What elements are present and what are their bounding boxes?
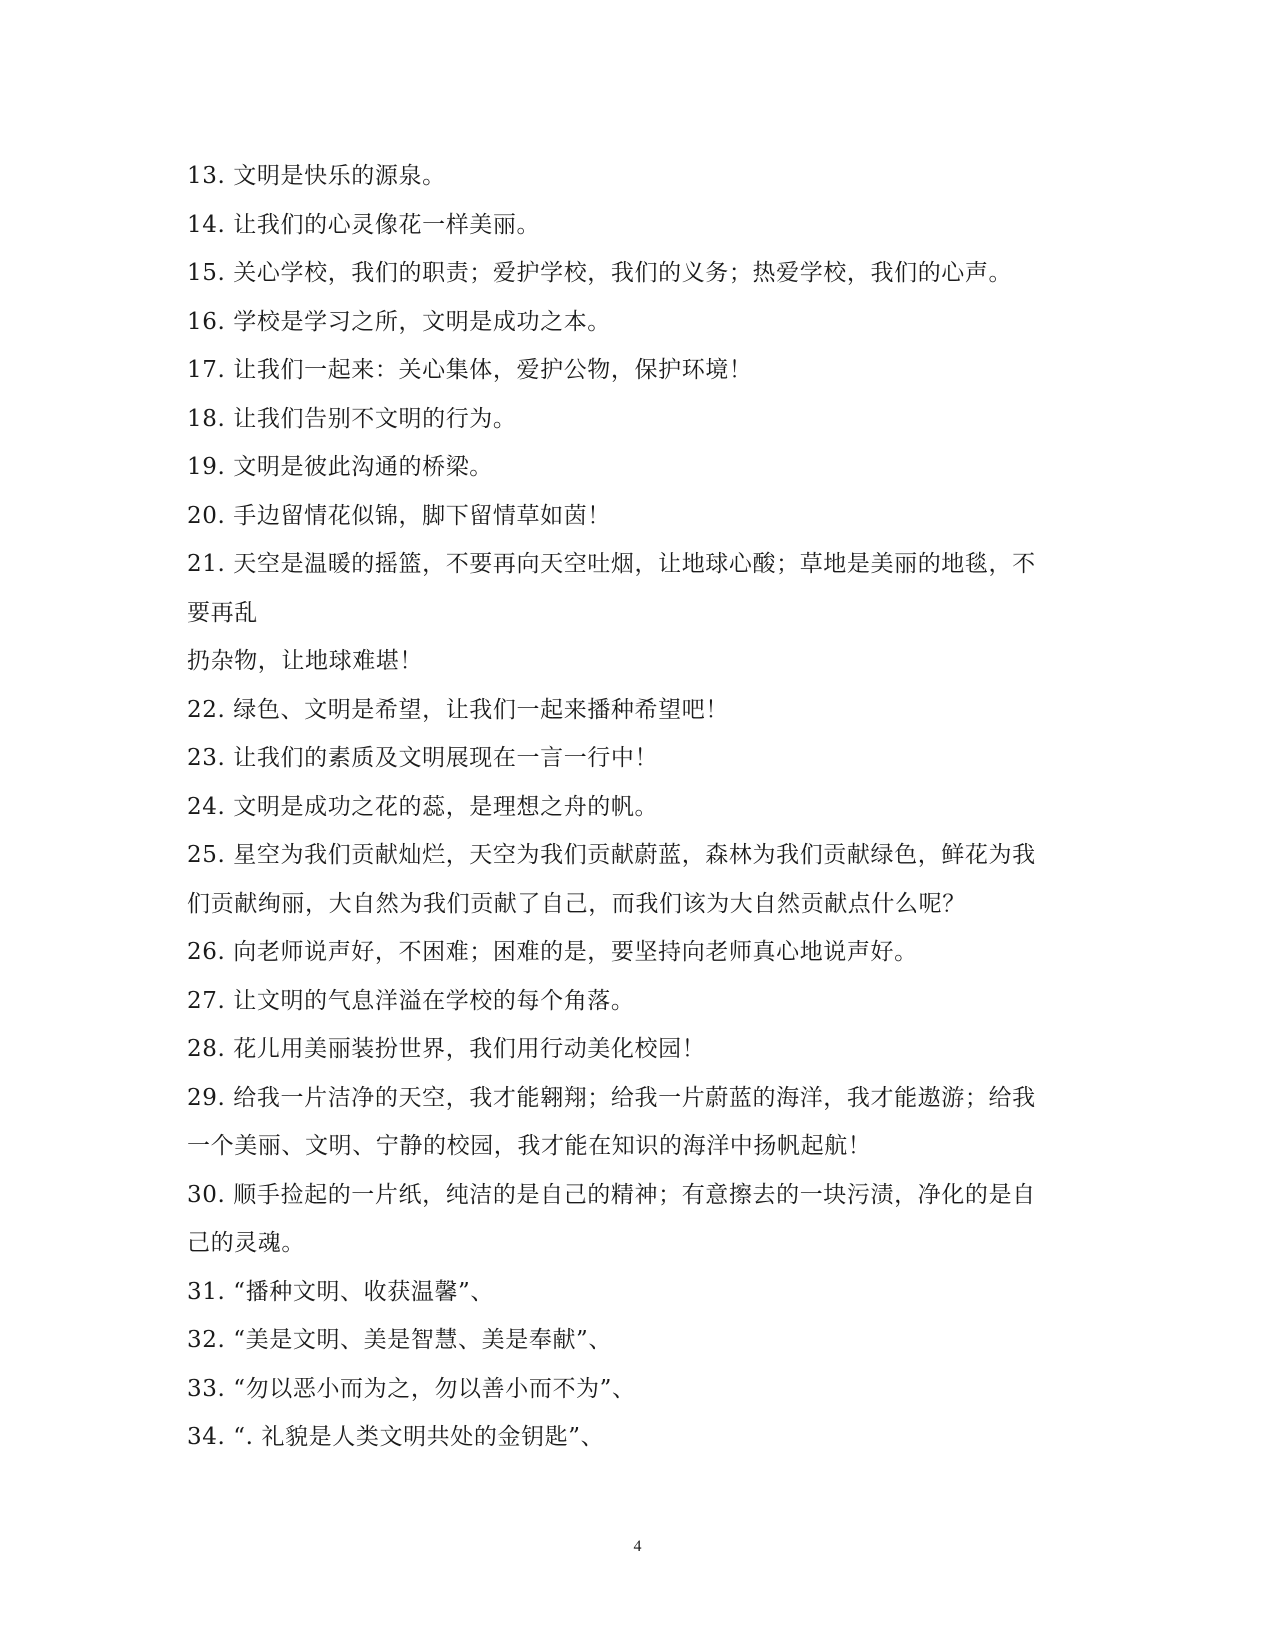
text-line: 23. 让我们的素质及文明展现在一言一行中！: [187, 745, 659, 771]
text-line: 32. “美是文明、美是智慧、美是奉献”、: [187, 1327, 613, 1353]
text-line: 一个美丽、文明、宁静的校园，我才能在知识的海洋中扬帆起航！: [187, 1133, 872, 1159]
text-line: 扔杂物，让地球难堪！: [187, 648, 423, 674]
text-line: 34. “. 礼貌是人类文明共处的金钥匙”、: [187, 1424, 605, 1450]
text-line: 15. 关心学校，我们的职责；爱护学校，我们的义务；热爱学校，我们的心声。: [187, 260, 1013, 286]
text-line: 20. 手边留情花似锦，脚下留情草如茵！: [187, 502, 611, 529]
text-line: 30. 顺手捡起的一片纸，纯洁的是自己的精神；有意擦去的一块污渍，净化的是自: [187, 1181, 1036, 1208]
page-number: 4: [633, 1538, 642, 1555]
text-line: 33. “勿以恶小而为之，勿以善小而不为”、: [187, 1375, 636, 1402]
text-line: 27. 让文明的气息洋溢在学校的每个角落。: [187, 987, 635, 1014]
text-line: 们贡献绚丽，大自然为我们贡献了自己，而我们该为大自然贡献点什么呢？: [187, 890, 966, 917]
document-body: [187, 152, 1087, 1462]
text-line: 要再乱: [187, 599, 258, 626]
text-line: 26. 向老师说声好，不困难；困难的是，要坚持向老师真心地说声好。: [187, 939, 918, 965]
text-line: 22. 绿色、文明是希望，让我们一起来播种希望吧！: [187, 696, 729, 723]
text-line: 13. 文明是快乐的源泉。: [187, 163, 446, 189]
text-line: 14. 让我们的心灵像花一样美丽。: [187, 211, 541, 238]
text-line: 17. 让我们一起来：关心集体，爱护公物，保护环境！: [187, 357, 753, 383]
text-line: 31. “播种文明、收获温馨”、: [187, 1278, 495, 1305]
text-line: 24. 文明是成功之花的蕊，是理想之舟的帆。: [187, 793, 659, 820]
text-line: 18. 让我们告别不文明的行为。: [187, 405, 517, 432]
text-line: 16. 学校是学习之所，文明是成功之本。: [187, 308, 611, 335]
text-line: 28. 花儿用美丽装扮世界，我们用行动美化校园！: [187, 1036, 706, 1062]
text-line: 己的灵魂。: [187, 1230, 305, 1256]
text-line: 25. 星空为我们贡献灿烂，天空为我们贡献蔚蓝，森林为我们贡献绿色，鲜花为我: [187, 842, 1036, 868]
text-line: 19. 文明是彼此沟通的桥梁。: [187, 454, 493, 480]
text-line: 29. 给我一片洁净的天空，我才能翱翔；给我一片蔚蓝的海洋，我才能遨游；给我: [187, 1084, 1036, 1111]
text-line: 21. 天空是温暖的摇篮，不要再向天空吐烟，让地球心酸；草地是美丽的地毯，不: [187, 551, 1036, 577]
